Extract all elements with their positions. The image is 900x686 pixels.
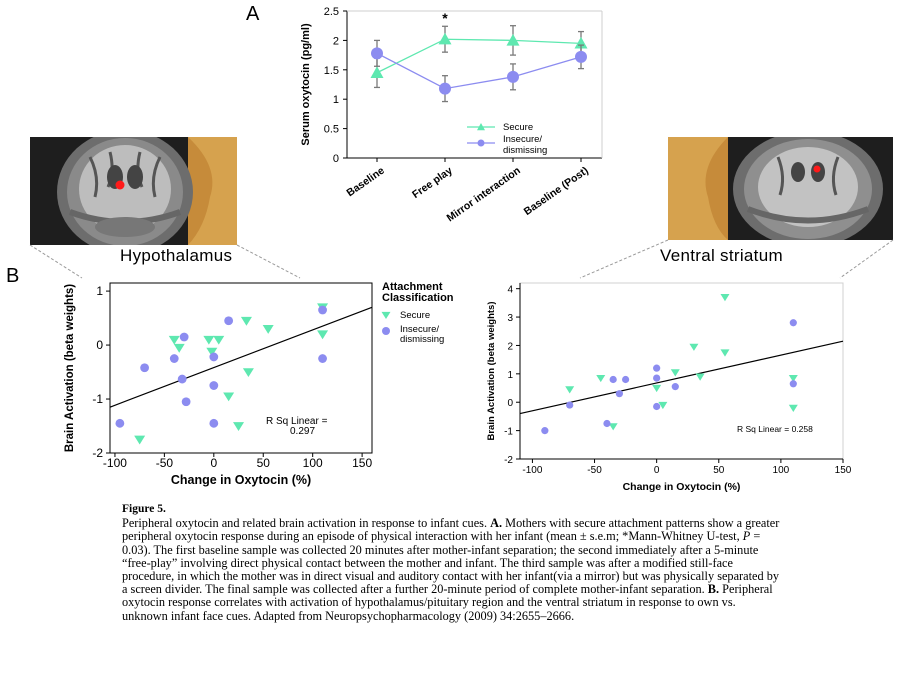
data-point	[209, 419, 218, 428]
x-axis-label: Change in Oxytocin (%)	[170, 473, 312, 487]
data-point	[653, 403, 660, 410]
data-point	[209, 381, 218, 390]
x-tick-label: -100	[522, 465, 543, 476]
x-tick-label: -100	[102, 456, 127, 470]
data-point	[318, 354, 327, 363]
data-point	[720, 294, 729, 301]
x-tick-label: Mirror interaction	[444, 164, 523, 225]
y-tick-label: 1	[96, 284, 103, 299]
x-tick-label: -50	[155, 456, 174, 470]
legend-marker	[478, 140, 485, 147]
data-point	[115, 419, 124, 428]
data-point	[672, 383, 679, 390]
data-point	[565, 386, 574, 393]
caption-panel-b-ref: B.	[707, 582, 720, 597]
data-point	[243, 368, 254, 377]
y-tick-label: 2.5	[323, 6, 339, 18]
y-tick-label: 2	[332, 35, 339, 48]
y-tick-label: 1	[507, 369, 513, 381]
data-point	[140, 363, 149, 372]
y-tick-label: 1.5	[323, 64, 339, 77]
data-point	[371, 47, 383, 59]
y-axis-label: Brain Activation (beta weights)	[486, 301, 497, 441]
series-line	[377, 39, 581, 73]
data-point	[575, 51, 587, 63]
data-point	[371, 66, 384, 78]
data-point	[134, 436, 145, 445]
caption-text-2: Mothers with secure attachment patterns show a greater peripheral oxytocin response during an episode of physical interaction with her infant (mean ± s.e.m; *Mann-Whitney U-test,	[122, 516, 780, 544]
legend-marker	[382, 312, 391, 319]
data-point	[439, 83, 451, 95]
legend-marker	[382, 327, 390, 335]
x-tick-label: -50	[587, 465, 602, 476]
legend-title-line1: Attachment	[382, 281, 443, 293]
data-point	[596, 375, 605, 382]
legend-label: Insecure/	[503, 134, 543, 145]
data-point	[541, 427, 548, 434]
fit-label: R Sq Linear = 0.258	[737, 424, 813, 434]
x-tick-label: 0	[653, 465, 660, 476]
fit-label-line2: 0.297	[290, 426, 316, 437]
data-point	[689, 344, 698, 351]
data-point	[696, 374, 705, 381]
legend-label: dismissing	[503, 145, 548, 156]
caption-panel-a-ref: A.	[490, 516, 503, 531]
y-tick-label: -1	[504, 426, 513, 438]
panel-b-letter: B	[6, 265, 20, 287]
data-point	[439, 33, 452, 45]
data-point	[209, 353, 218, 362]
x-tick-label: 100	[302, 456, 323, 470]
data-point	[169, 336, 180, 345]
data-point	[610, 376, 617, 383]
data-point	[653, 365, 660, 372]
x-tick-label: 0	[210, 456, 218, 470]
data-point	[790, 319, 797, 326]
legend-label: Insecure/	[400, 324, 440, 335]
y-tick-label: 1	[332, 94, 339, 107]
figure-caption	[122, 503, 782, 623]
data-point	[174, 344, 185, 353]
data-point	[223, 392, 234, 401]
x-tick-label: 100	[772, 465, 790, 476]
data-point	[789, 405, 798, 412]
y-axis-label: Brain Activation (beta weights)	[64, 283, 76, 453]
y-tick-label: 0	[332, 153, 339, 165]
x-tick-label: Baseline	[344, 164, 387, 200]
data-point	[790, 380, 797, 387]
x-tick-label: 50	[256, 456, 270, 470]
y-tick-label: 0	[96, 338, 103, 353]
caption-text-3: = 0.03). The first baseline sample was collected 20 minutes after mother-infant separation; the second immediately after a 5-minute “free-play” involving direct physical contact between the mother and infant. The third sample was after a modified still-face procedure, in which the mother was in direct visual and auditory contact with her infant(via a mirror) but was physically separated by a screen divider. The final sample was collected after a further 20-minute period of complete mother-infant separation.	[122, 529, 779, 597]
y-axis-label: Serum oxytocin (pg/ml)	[300, 23, 312, 146]
data-point	[263, 325, 274, 334]
legend-label: Secure	[503, 122, 534, 133]
y-tick-label: 2	[507, 341, 513, 353]
x-tick-label: 150	[352, 456, 373, 470]
caption-text-4: Peripheral oxytocin response correlates with activation of hypothalamus/pituitary region and the ventral striatum in response to own vs. unknown infant face cues. Adapted from Neuropsychopharmacology (2009) 34:2655–2666.	[122, 582, 773, 623]
legend-label: dismissing	[400, 334, 445, 345]
caption-body	[122, 517, 782, 623]
regression-line	[110, 307, 372, 407]
data-point	[671, 369, 680, 376]
hypothalamus-title: Hypothalamus	[120, 246, 233, 265]
data-point	[170, 354, 179, 363]
x-tick-label: Baseline (Post)	[521, 164, 591, 218]
data-point	[180, 333, 189, 342]
panel-a-letter: A	[246, 3, 260, 25]
data-point	[203, 336, 214, 345]
data-point	[652, 385, 661, 392]
y-tick-label: -1	[92, 392, 103, 407]
caption-p-symbol: P	[742, 529, 751, 544]
figure-label: Figure 5.	[122, 503, 166, 515]
ventral-striatum-title: Ventral striatum	[660, 246, 783, 265]
data-point	[566, 401, 573, 408]
data-point	[507, 71, 519, 83]
data-point	[603, 420, 610, 427]
data-point	[241, 317, 252, 326]
hypothalamus-scatter-chart	[60, 275, 480, 495]
y-tick-label: -2	[92, 446, 103, 460]
y-tick-label: 3	[507, 313, 513, 325]
data-point	[182, 397, 191, 406]
series-line	[377, 53, 581, 88]
data-point	[317, 330, 328, 339]
data-point	[178, 375, 187, 384]
data-point	[616, 390, 623, 397]
x-axis-label: Change in Oxytocin (%)	[622, 481, 741, 493]
data-point	[622, 376, 629, 383]
oxytocin-timecourse-chart	[272, 3, 612, 225]
x-tick-label: 150	[834, 465, 852, 476]
x-tick-label: Free play	[410, 164, 455, 201]
significance-star: *	[442, 10, 448, 26]
data-point	[213, 336, 224, 345]
legend-title-line2: Classification	[382, 292, 454, 304]
plot-frame	[110, 283, 372, 453]
y-tick-label: -2	[504, 455, 513, 466]
data-point	[318, 306, 327, 315]
fit-label-line1: R Sq Linear =	[266, 416, 328, 427]
y-tick-label: 4	[507, 284, 513, 296]
caption-text-1: Peripheral oxytocin and related brain activation in response to infant cues.	[122, 516, 491, 531]
data-point	[653, 374, 660, 381]
y-tick-label: 0	[507, 398, 513, 410]
y-tick-label: 0.5	[323, 123, 339, 136]
data-point	[233, 422, 244, 431]
x-tick-label: 50	[713, 465, 725, 476]
legend-label: Secure	[400, 310, 431, 321]
ventral-striatum-scatter-chart	[482, 275, 857, 495]
data-point	[720, 349, 729, 356]
data-point	[224, 316, 233, 325]
